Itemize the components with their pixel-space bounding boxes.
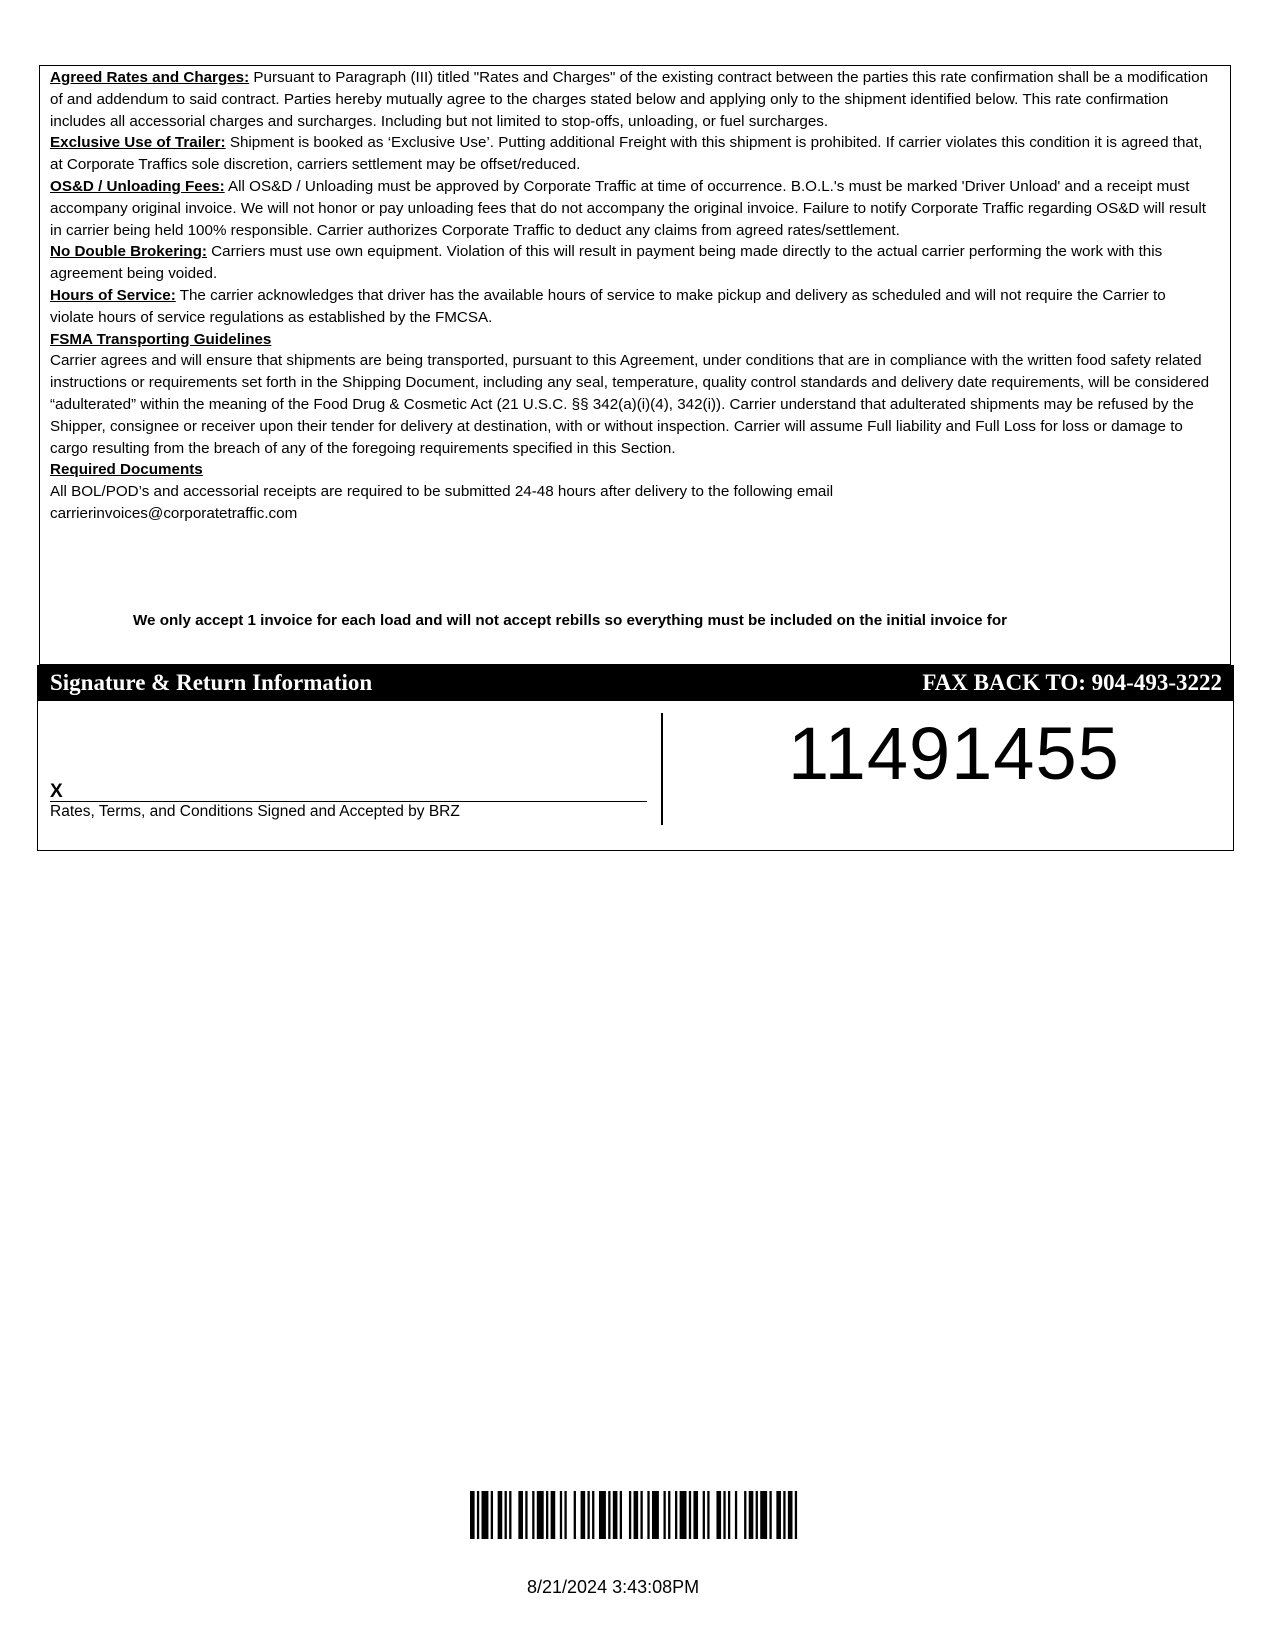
agreed-rates-paragraph bbox=[50, 67, 1210, 132]
barcode-bar bbox=[608, 1491, 610, 1539]
print-timestamp: 8/21/2024 3:43:08PM bbox=[527, 1577, 700, 1597]
signature-box bbox=[37, 701, 1234, 851]
barcode-bar bbox=[760, 1491, 767, 1539]
hours-of-service-heading: Hours of Service: bbox=[50, 286, 176, 304]
osd-paragraph bbox=[50, 176, 1210, 241]
invoice-policy-note: We only accept 1 invoice for each load and will not accept rebills so everything must be included on the initial invoice for bbox=[133, 612, 1008, 629]
load-number: 11491455 bbox=[788, 712, 1120, 795]
barcode-image bbox=[470, 1491, 804, 1539]
fsma-text: Carrier agrees and will ensure that shipments are being transported, pursuant to this Agreement, under conditions that are in compliance with the written food safety related instructions or requirements set forth in the Shipping Document, including any seal, temperature, quality control standards and delivery date requirements, will be considered “adulterated” within the meaning of the Food Drug & Cosmetic Act (21 U.S.C. §§ 342(a)(i)(4), 342(i)). Carrier understand that adulterated shipments may be refused by the Shipper, consignee or receiver upon their tender for delivery at destination, with or without inspection. Carrier will assume Full liability and Full Loss for loss or damage to cargo resulting from the breach of any of the foregoing requirements specified in this Section. bbox=[50, 352, 1210, 457]
signature-caption: Rates, Terms, and Conditions Signed and Accepted by BRZ bbox=[50, 803, 460, 820]
barcode-bar bbox=[491, 1491, 493, 1539]
double-brokering-text: Carriers must use own equipment. Violation of this will result in payment being made directly to the actual carrier performing the work with this agreement being voided. bbox=[50, 243, 1163, 283]
barcode-bar bbox=[518, 1491, 523, 1539]
terms-text bbox=[50, 67, 1210, 525]
signature-divider bbox=[661, 713, 663, 825]
barcode-bar bbox=[723, 1491, 725, 1539]
barcode-bar bbox=[634, 1491, 639, 1539]
invoice-email: carrierinvoices@corporatetraffic.com bbox=[50, 504, 298, 522]
required-docs-text: All BOL/POD’s and accessorial receipts are required to be submitted 24-48 hours after delivery to the following email bbox=[50, 483, 834, 501]
barcode-bar bbox=[769, 1491, 771, 1539]
signature-section-title: Signature & Return Information bbox=[50, 670, 373, 695]
barcode-bar bbox=[532, 1491, 534, 1539]
barcode-bar bbox=[703, 1491, 705, 1539]
osd-text: All OS&D / Unloading must be approved by Corporate Traffic at time of occurrence. B.O.L.'s must be marked 'Driver Unload' and a receipt must accompany original invoice. We will not honor or pay unloading fees that do not accompany the original invoice. Failure to notify Corporate Traffic regarding OS&D will result in carrier being held 100% responsible. Carrier authorizes Corporate Traffic to deduct any claims from agreed rates/settlement. bbox=[50, 177, 1206, 239]
barcode-bar bbox=[795, 1491, 797, 1539]
barcode-bar bbox=[477, 1491, 479, 1539]
barcode-bar bbox=[756, 1491, 758, 1539]
exclusive-use-paragraph bbox=[50, 132, 1210, 176]
signature-x-mark: X bbox=[50, 781, 63, 802]
fax-back-number: FAX BACK TO: 904-493-3222 bbox=[922, 670, 1222, 695]
terms-section bbox=[39, 65, 1231, 665]
barcode-bar bbox=[783, 1491, 785, 1539]
barcode-bar bbox=[620, 1491, 622, 1539]
osd-heading: OS&D / Unloading Fees: bbox=[50, 177, 225, 195]
barcode-bar bbox=[613, 1491, 618, 1539]
barcode-bar bbox=[546, 1491, 548, 1539]
barcode-bar bbox=[581, 1491, 586, 1539]
barcode-bar bbox=[675, 1491, 677, 1539]
required-docs-heading: Required Documents bbox=[50, 461, 203, 479]
agreed-rates-text: Pursuant to Paragraph (III) titled "Rates and Charges" of the existing contract between the parties this rate confirmation shall be a modification of and addendum to said contract. Parties hereby mutually agree to the charges stated below and applying only to the shipment identified below. This rate confirmation includes all accessorial charges and surcharges. Including but not limited to stop-offs, unloading, or fuel surcharges. bbox=[50, 69, 1209, 130]
barcode-bar bbox=[505, 1491, 507, 1539]
barcode-bar bbox=[652, 1491, 659, 1539]
hours-of-service-text: The carrier acknowledges that driver has the available hours of service to make pickup and delivery as scheduled and will not require the Carrier to violate hours of service regulations as established by the FMCSA. bbox=[50, 286, 1166, 326]
barcode-bar bbox=[663, 1491, 665, 1539]
double-brokering-paragraph bbox=[50, 241, 1210, 285]
barcode-bar bbox=[693, 1491, 698, 1539]
exclusive-use-heading: Exclusive Use of Trailer: bbox=[50, 134, 226, 152]
barcode-bar bbox=[560, 1491, 562, 1539]
barcode-bar bbox=[470, 1491, 475, 1539]
signature-header-bar bbox=[37, 665, 1234, 701]
barcode-bar bbox=[525, 1491, 527, 1539]
barcode-bar bbox=[574, 1491, 576, 1539]
barcode-bar bbox=[537, 1491, 544, 1539]
barcode-bar bbox=[498, 1491, 503, 1539]
barcode-bar bbox=[689, 1491, 691, 1539]
barcode-bar bbox=[728, 1491, 730, 1539]
barcode-bar bbox=[707, 1491, 709, 1539]
barcode-bar bbox=[587, 1491, 589, 1539]
barcode-bar bbox=[647, 1491, 649, 1539]
barcode-bar bbox=[640, 1491, 642, 1539]
hours-of-service-paragraph bbox=[50, 285, 1210, 329]
barcode-bar bbox=[735, 1491, 737, 1539]
barcode-bar bbox=[744, 1491, 746, 1539]
barcode-bar bbox=[592, 1491, 594, 1539]
barcode-bar bbox=[564, 1491, 566, 1539]
barcode-bar bbox=[509, 1491, 511, 1539]
barcode-bar bbox=[629, 1491, 631, 1539]
barcode-bar bbox=[788, 1491, 793, 1539]
barcode-bar bbox=[749, 1491, 754, 1539]
barcode-bar bbox=[716, 1491, 721, 1539]
barcode-bar bbox=[551, 1491, 556, 1539]
barcode-bar bbox=[599, 1491, 606, 1539]
agreed-rates-heading: Agreed Rates and Charges: bbox=[50, 69, 250, 86]
barcode-bar bbox=[668, 1491, 670, 1539]
barcode-bar bbox=[776, 1491, 781, 1539]
barcode-bar bbox=[482, 1491, 489, 1539]
barcode-bar bbox=[680, 1491, 687, 1539]
double-brokering-heading: No Double Brokering: bbox=[50, 243, 207, 261]
signature-line bbox=[50, 801, 647, 802]
exclusive-use-text: Shipment is booked as ‘Exclusive Use’. Putting additional Freight with this shipment is prohibited. If carrier violates this condition it is agreed that, at Corporate Traffics sole discretion, carriers settlement may be offset/reduced. bbox=[50, 134, 1203, 174]
fsma-heading: FSMA Transporting Guidelines bbox=[50, 330, 272, 348]
